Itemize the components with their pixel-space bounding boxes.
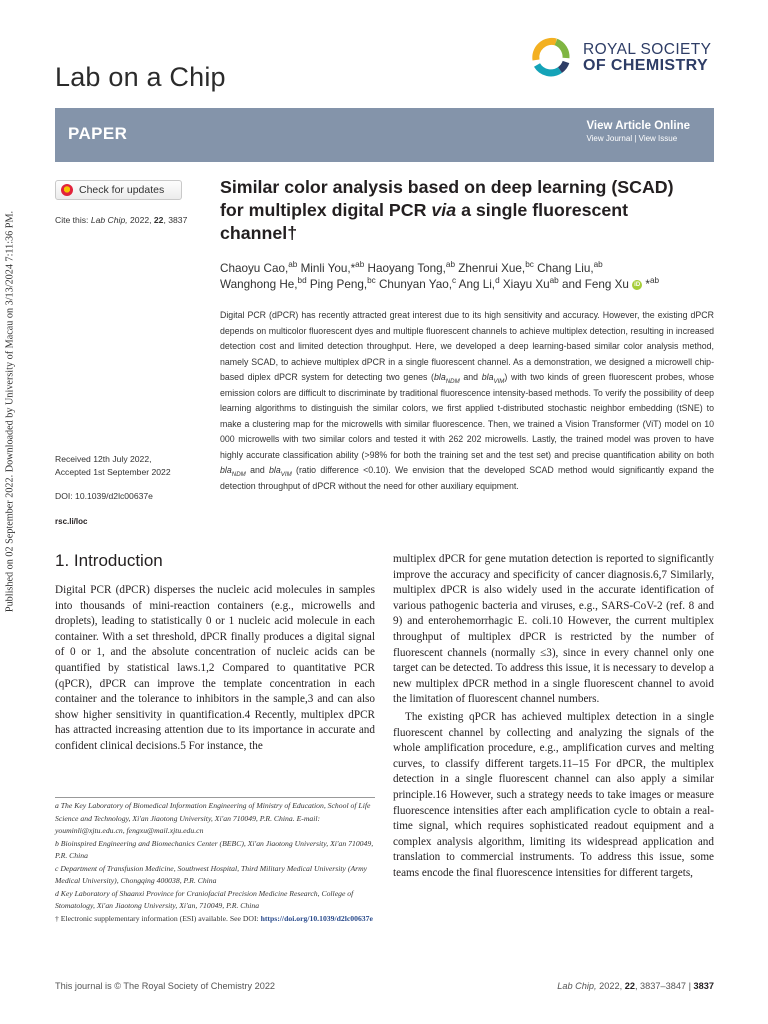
publisher-name bbox=[583, 42, 711, 74]
footer-citation bbox=[557, 981, 714, 991]
gene-vim: bla$_{VIM}$ bbox=[481, 372, 505, 385]
footer-year: 2022, bbox=[596, 981, 625, 991]
publisher-line1: ROYAL SOCIETY bbox=[583, 41, 712, 58]
received-dates bbox=[55, 453, 171, 478]
orcid-icon[interactable]: iD bbox=[634, 281, 641, 288]
doi: DOI: 10.1039/d2lc00637e bbox=[55, 491, 153, 501]
view-issue-link[interactable]: View Issue bbox=[638, 134, 678, 143]
view-journal-link[interactable]: View Journal bbox=[586, 134, 633, 143]
article-title bbox=[220, 176, 700, 245]
publisher-line2: OF CHEMISTRY bbox=[583, 57, 709, 74]
footnote-divider bbox=[55, 797, 375, 798]
footer-separator: | bbox=[686, 981, 694, 991]
abstract-text-3: (ratio difference <0.10). We envision that the developed SCAD method would significantly expand the detection throughput of dPCR without the need for other auxiliary equipment. bbox=[220, 465, 714, 491]
intro-paragraph-2: multiplex dPCR for gene mutation detection is reported to significantly improve the accuracy and specificity of cancer diagnosis.6,7 Similarly, multiplex dPCR is also widely used in the accurate identification of various pathogenic bacteria and viruses, e.g., SARS-CoV-2 (ref. 8 and 9) and enterohemorrhagic E. coli.10 However, the current multiplex throughput of multiplex dPCR is restricted by the number of fluorescent channels (normally ≤3), since in every channel only one target can be detected. To address this issue, it is necessary to develop a new multiplex dPCR method in a single fluorescent channel to avoid the limitation of fluorescent channel numbers. bbox=[393, 553, 714, 706]
citation bbox=[55, 215, 187, 225]
cite-volume: 22 bbox=[153, 215, 164, 225]
intro-paragraph-3: The existing qPCR has achieved multiplex detection in a single fluorescent channel by collecting and analyzing the signals of the whole amplification procedure, e.g., amplification curves and melting curves, to classify different targets.11–15 For dPCR, the multiplex detection in a single fluorescent channel can also apply a similar principle.16 However, such a strategy needs to take images or measure fluorescence intensities after each amplification cycle to obtain a real-time signal, which requires sophisticated readout equipment and a complex analysis algorithm, limiting its widespread application and translation to commercial instruments. To address this issue, some teams encode the final fluorescence intensities for different targets, bbox=[393, 710, 714, 879]
journal-site-link[interactable]: rsc.li/loc bbox=[55, 517, 88, 526]
title-part-b: a single fluorescent channel† bbox=[220, 200, 629, 243]
intro-column-right bbox=[393, 552, 714, 881]
section-heading-introduction: 1. Introduction bbox=[55, 551, 163, 570]
abstract-text-2: ) with two kinds of green fluorescent probes, whose emission colors are difficult to discriminate by traditional fluorescence intensity-based methods. To verify the possibility of deep learning algorithms to distinguish the similar colors, we first applied t-distributed stochastic neighbor embedding (tSNE) to make a clustering map for the microwells with similar fluorescence. Then, we trained a Vision Transformer (ViT) model on 10 000 microwells with two similar colors and tested it with 262 202 microwells. Lastly, the trained model was proven to have highly accurate classification ability (>98% for both the training set and the test set) and precise quantification ability on both bbox=[220, 372, 714, 460]
gene-ndm: bla$_{NDM}$ bbox=[433, 372, 460, 385]
esi-doi-link[interactable]: https://doi.org/10.1039/d2lc00637e bbox=[260, 913, 373, 923]
crossmark-icon bbox=[61, 184, 73, 196]
author-list bbox=[220, 261, 715, 293]
authors-line2: Wanghong He,$^{bd}$ Ping Peng,$^{bc}$ Chunyan Yao,$^c$ Ang Li,$^d$ Xiayu $Xu^{ab}$ and Feng Xu iD *$^{ab}$ bbox=[220, 276, 660, 291]
gene-vim-2: bla$_{VIM}$ bbox=[269, 465, 292, 478]
view-online-block bbox=[586, 120, 690, 143]
rsc-emblem-icon bbox=[536, 41, 566, 72]
cite-label: Cite this: bbox=[55, 215, 89, 225]
article-type-banner bbox=[55, 108, 714, 162]
title-via: via bbox=[431, 200, 457, 220]
affiliation-c: c Department of Transfusion Medicine, Southwest Hospital, Third Military Medical University (Army Medical University), Chongqing 400038, P.R. China bbox=[55, 863, 368, 885]
abstract bbox=[220, 308, 714, 494]
intro-paragraph-1: Digital PCR (dPCR) disperses the nucleic acid molecules in samples into thousands of mini-reaction containers (e.g., microwells and droplets), leading to statistically 0 or 1 nucleic acid molecule in each container. With a set threshold, dPCR finally produces a digital signal of 0 or 1, and the absolute concentration of nucleic acids can be quantified by statistical laws.1,2 Compared to quantitative PCR (qPCR), dPCR can improve the template concentration in each container and the tolerance to inhibitors in the sample,3 and can also show higher sensitivity in quantification.4 Recently, multiplex dPCR has attracted increasing attention due to its importance in accurate and confident clinical decisions.5 For instance, the bbox=[55, 584, 375, 752]
check-for-updates-label: Check for updates bbox=[79, 184, 165, 196]
footer-pages: , 3837–3847 bbox=[634, 981, 687, 991]
footer-volume: 22 bbox=[624, 981, 635, 991]
esi-text: † Electronic supplementary information (ESI) available. See DOI: bbox=[55, 913, 261, 923]
abstract-and-2: and bbox=[245, 465, 270, 475]
esi-note bbox=[55, 913, 375, 926]
affiliation-a: a The Key Laboratory of Biomedical Information Engineering of Ministry of Education, School of Life Science and Technology, Xi'an Jiaotong University, Xi'an 710049, P.R. China. E-mail: youminli@xjtu.edu.cn, fengxu@mail.xjtu.edu.cn bbox=[55, 801, 371, 835]
check-for-updates-button[interactable] bbox=[55, 180, 182, 200]
page-footer bbox=[55, 981, 714, 991]
cite-journal: Lab Chip, bbox=[90, 215, 128, 225]
page-number: 3837 bbox=[693, 981, 714, 991]
download-note: Published on 02 September 2022. Downloaded by University of Macau on 3/13/2024 7:11:36 PM. bbox=[4, 210, 16, 613]
affiliation-b: b Bioinspired Engineering and Biomechanics Center (BEBC), Xi'an Jiaotong University, Xi'an 710049, P.R. China bbox=[55, 838, 374, 860]
journal-title: Lab on a Chip bbox=[55, 62, 226, 92]
gene-ndm-2: bla$_{NDM}$ bbox=[220, 465, 246, 478]
affiliation-d: d Key Laboratory of Shaanxi Province for Craniofacial Precision Medicine Research, College of Stomatology, Xi'an Jiaotong University, Xi'an, 710049, P.R. China bbox=[55, 888, 354, 910]
view-article-online-link[interactable]: View Article Online bbox=[586, 120, 690, 132]
intro-column-left bbox=[55, 583, 375, 755]
received-date: Received 12th July 2022, bbox=[55, 454, 152, 464]
abstract-text-1: Digital PCR (dPCR) has recently attracted great interest due to its high sensitivity and accuracy. However, the existing dPCR depends on multicolor fluorescent dyes and multiple fluorescent channels to achieve multiplex detection, resulting in increased detection cost and limited detection throughput. Here, we developed a deep learning-based similar color analysis method, namely SCAD, to achieve multiplex dPCR in a single fluorescent channel. As a demonstration, we designed a microwell chip-based diplex dPCR system for detecting two genes ( bbox=[220, 310, 714, 382]
abstract-and: and bbox=[459, 372, 482, 382]
footer-copyright: This journal is © The Royal Society of Chemistry 2022 bbox=[55, 981, 276, 991]
cite-pages: , 3837 bbox=[163, 215, 188, 225]
title-part-a: Similar color analysis based on deep learning (SCAD) for multiplex digital PCR bbox=[220, 177, 674, 220]
article-type: PAPER bbox=[68, 124, 128, 143]
affiliations bbox=[55, 800, 375, 925]
link-separator: | bbox=[632, 134, 639, 143]
authors-line1: Chaoyu Cao,$^{ab}$ Minli You,*$^{ab}$ Haoyang Tong,$^{ab}$ Zhenrui Xue,$^{bc}$ Chang Liu,$^{ab}$ bbox=[220, 260, 603, 275]
view-links bbox=[586, 134, 690, 143]
footer-journal: Lab Chip, bbox=[557, 981, 597, 991]
cite-year: 2022, bbox=[127, 215, 154, 225]
accepted-date: Accepted 1st September 2022 bbox=[55, 466, 171, 477]
